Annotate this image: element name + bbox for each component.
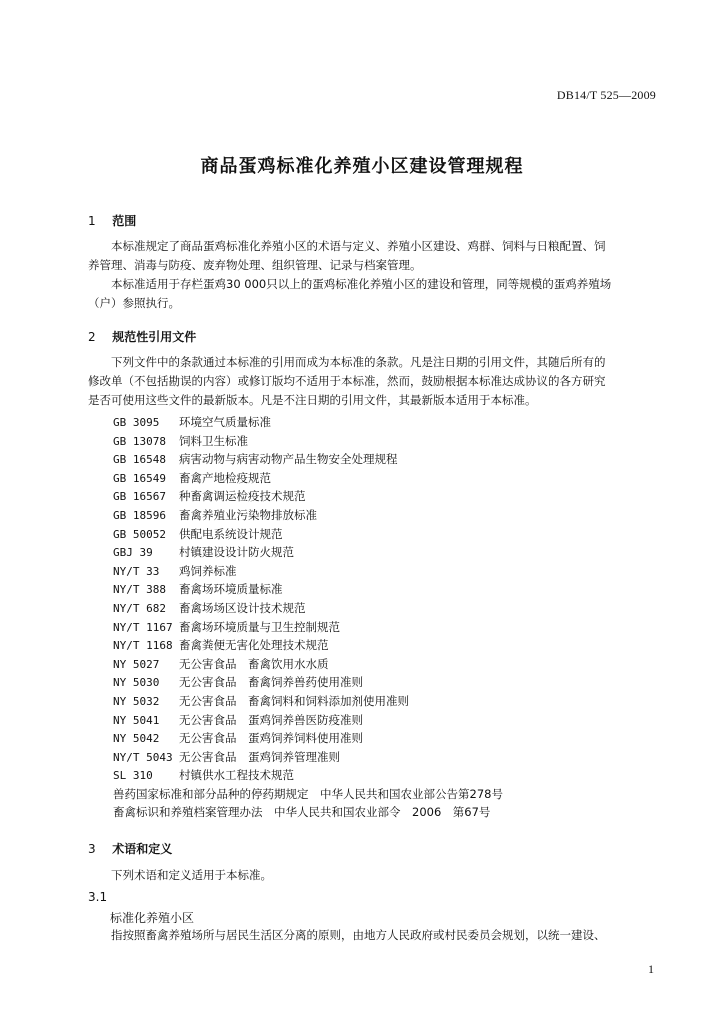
reference-code: NY/T 388	[113, 583, 166, 597]
section-3-body	[88, 866, 658, 885]
section-1-title: 范围	[112, 214, 137, 228]
reference-name: 畜禽场环境质量与卫生控制规范	[179, 619, 340, 634]
section-1-number: 1	[88, 214, 96, 228]
reference-name: 环境空气质量标准	[179, 415, 271, 429]
reference-name: 无公害食品 畜禽饮用水水质	[179, 656, 329, 671]
reference-name: 无公害食品 蛋鸡饲养管理准则	[179, 749, 340, 764]
reference-item	[113, 413, 503, 432]
section-3-number: 3	[88, 842, 96, 856]
reference-list	[113, 413, 503, 822]
section-3-heading	[88, 840, 172, 857]
reference-item	[113, 487, 503, 506]
paragraph-line: 本标准适用于存栏蛋鸡30 000只以上的蛋鸡标准化养殖小区的建设和管理，同等规模的蛋鸡养殖场	[88, 277, 612, 291]
reference-code: GB 16548	[113, 453, 166, 467]
reference-code: GB 50052	[113, 527, 166, 541]
reference-code: SL 310	[113, 769, 153, 783]
reference-name: 饲料卫生标准	[179, 433, 248, 448]
reference-item	[113, 748, 503, 767]
paragraph-line: 修改单（不包括勘误的内容）或修订版均不适用于本标准，然而，鼓励根据本标准达成协议的各方研究	[88, 374, 606, 388]
reference-code: NY/T 33	[113, 564, 160, 578]
section-2-heading	[88, 328, 196, 345]
document-title: 商品蛋鸡标准化养殖小区建设管理规程	[200, 156, 524, 177]
term-number: 3.1	[88, 890, 108, 904]
reference-item	[113, 450, 503, 469]
reference-name: 无公害食品 蛋鸡饲养饲料使用准则	[179, 731, 363, 746]
paragraph-line: 养管理、消毒与防疫、废弃物处理、组织管理、记录与档案管理。	[88, 258, 422, 272]
reference-item	[113, 469, 503, 488]
paragraph-line: 下列术语和定义适用于本标准。	[88, 868, 272, 882]
reference-name: 村镇供水工程技术规范	[179, 768, 294, 783]
reference-item	[113, 599, 503, 618]
reference-code: NY/T 682	[113, 601, 166, 615]
reference-name: 无公害食品 蛋鸡饲养兽医防疫准则	[179, 712, 363, 727]
reference-code: NY 5030	[113, 676, 160, 690]
standard-code: DB14/T 525—2009	[556, 88, 656, 102]
section-3-title: 术语和定义	[112, 842, 173, 856]
reference-item	[113, 543, 503, 562]
section-1-heading	[88, 212, 136, 229]
paragraph-line: （户）参照执行。	[88, 296, 180, 310]
reference-code: NY/T 1168	[113, 639, 173, 653]
reference-item	[113, 432, 503, 451]
reference-name: 无公害食品 畜禽饲料和饲料添加剂使用准则	[179, 693, 409, 708]
reference-item	[113, 729, 503, 748]
reference-item	[113, 525, 503, 544]
reference-code: GB 3095	[113, 416, 160, 429]
reference-name: 畜禽场环境质量标准	[179, 582, 283, 597]
reference-item	[113, 673, 503, 692]
term-definition	[88, 926, 658, 945]
reference-name: 兽药国家标准和部分品种的停药期规定 中华人民共和国农业部公告第278号	[113, 786, 503, 801]
reference-name: 畜禽产地检疫规范	[179, 470, 271, 485]
reference-name: 鸡饲养标准	[179, 563, 237, 578]
reference-item	[113, 766, 503, 785]
reference-name: 畜禽场场区设计技术规范	[179, 600, 306, 615]
section-2-number: 2	[88, 330, 96, 344]
reference-name: 畜禽粪便无害化处理技术规范	[179, 638, 329, 653]
term-name: 标准化养殖小区	[110, 911, 195, 925]
reference-item	[113, 562, 503, 581]
paragraph-line: 指按照畜禽养殖场所与居民生活区分离的原则，由地方人民政府或村民委员会规划，以统一建设、	[88, 928, 606, 942]
paragraph-line: 下列文件中的条款通过本标准的引用而成为本标准的条款。凡是注日期的引用文件，其随后所有的	[88, 355, 606, 369]
section-2-title: 规范性引用文件	[112, 330, 197, 344]
reference-item	[113, 785, 503, 804]
reference-name: 无公害食品 畜禽饲养兽药使用准则	[179, 675, 363, 690]
reference-name: 供配电系统设计规范	[179, 526, 283, 541]
reference-item	[113, 692, 503, 711]
reference-code: NY 5032	[113, 694, 160, 708]
reference-code: NY 5027	[113, 657, 160, 671]
reference-item	[113, 506, 503, 525]
reference-code: NY/T 1167	[113, 620, 173, 634]
reference-item	[113, 803, 503, 822]
reference-name: 畜禽标识和养殖档案管理办法 中华人民共和国农业部令 2006 第67号	[113, 805, 491, 820]
reference-code: GB 16567	[113, 490, 166, 504]
paragraph-line: 本标准规定了商品蛋鸡标准化养殖小区的术语与定义、养殖小区建设、鸡群、饲料与日粮配置、饲	[88, 239, 606, 253]
reference-item	[113, 655, 503, 674]
reference-code: NY 5042	[113, 732, 160, 746]
reference-code: GBJ 39	[113, 546, 153, 560]
reference-item	[113, 580, 503, 599]
reference-code: GB 13078	[113, 434, 166, 448]
reference-name: 病害动物与病害动物产品生物安全处理规程	[179, 452, 398, 467]
reference-item	[113, 618, 503, 637]
reference-code: GB 16549	[113, 471, 166, 485]
section-2-body	[88, 353, 658, 410]
reference-name: 畜禽养殖业污染物排放标准	[179, 507, 317, 522]
paragraph-line: 是否可使用这些文件的最新版本。凡是不注日期的引用文件，其最新版本适用于本标准。	[88, 393, 537, 407]
reference-item	[113, 636, 503, 655]
section-1-body	[88, 237, 658, 313]
reference-code: GB 18596	[113, 508, 166, 522]
reference-name: 村镇建设设计防火规范	[179, 545, 294, 560]
reference-item	[113, 711, 503, 730]
reference-code: NY/T 5043	[113, 750, 173, 764]
page-number: 1	[648, 962, 654, 976]
reference-name: 种畜禽调运检疫技术规范	[179, 489, 306, 504]
reference-code: NY 5041	[113, 713, 160, 727]
